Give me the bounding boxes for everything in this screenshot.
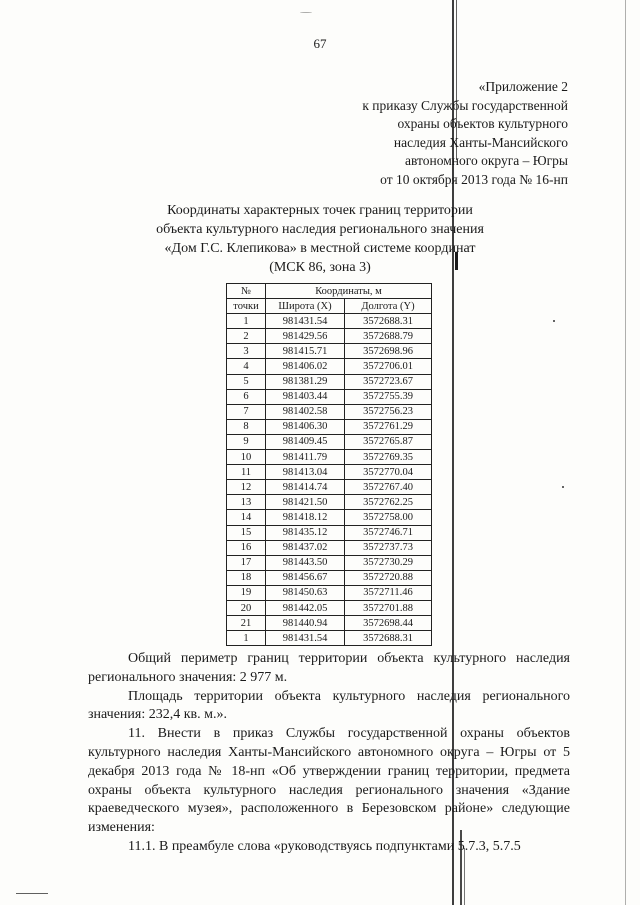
point-number-cell: 7 xyxy=(227,404,266,419)
latitude-cell: 981440.94 xyxy=(266,616,345,631)
longitude-cell: 3572711.46 xyxy=(345,585,432,600)
appendix-line: охраны объектов культурного xyxy=(397,116,568,132)
point-number-cell: 16 xyxy=(227,540,266,555)
title-line: объекта культурного наследия регионального значения xyxy=(156,222,484,237)
document-title xyxy=(0,201,640,277)
latitude-cell: 981406.02 xyxy=(266,359,345,374)
point-number-cell: 2 xyxy=(227,329,266,344)
latitude-cell: 981435.12 xyxy=(266,525,345,540)
latitude-cell: 981437.02 xyxy=(266,540,345,555)
longitude-cell: 3572698.44 xyxy=(345,616,432,631)
table-row xyxy=(227,419,432,434)
table-row xyxy=(227,314,432,329)
latitude-cell: 981443.50 xyxy=(266,555,345,570)
appendix-header xyxy=(268,78,568,190)
longitude-cell: 3572723.67 xyxy=(345,374,432,389)
page-number: 67 xyxy=(313,36,327,51)
point-number-cell: 5 xyxy=(227,374,266,389)
appendix-line: автономного округа – Югры xyxy=(405,153,568,169)
paragraph-perimeter: Общий периметр границ территории объекта культурного наследия регионального значения: 2 977 м. xyxy=(88,651,570,685)
latitude-cell: 981415.71 xyxy=(266,344,345,359)
longitude-cell: 3572756.23 xyxy=(345,404,432,419)
table-row xyxy=(227,404,432,419)
longitude-cell: 3572767.40 xyxy=(345,480,432,495)
appendix-line: от 10 октября 2013 года № 16-нп xyxy=(380,171,568,187)
latitude-cell: 981414.74 xyxy=(266,480,345,495)
title-line: Координаты характерных точек границ территории xyxy=(167,203,473,218)
coordinates-table-body xyxy=(227,314,432,646)
appendix-line: к приказу Службы государственной xyxy=(362,97,568,113)
latitude-cell: 981418.12 xyxy=(266,510,345,525)
point-number-cell: 14 xyxy=(227,510,266,525)
table-row xyxy=(227,631,432,646)
body-text xyxy=(88,650,570,857)
title-line: (МСК 86, зона 3) xyxy=(269,260,371,275)
table-row xyxy=(227,359,432,374)
point-number-cell: 19 xyxy=(227,585,266,600)
latitude-cell: 981442.05 xyxy=(266,600,345,615)
table-row xyxy=(227,465,432,480)
longitude-cell: 3572770.04 xyxy=(345,465,432,480)
point-number-cell: 6 xyxy=(227,389,266,404)
table-row xyxy=(227,525,432,540)
latitude-cell: 981409.45 xyxy=(266,434,345,449)
latitude-cell: 981456.67 xyxy=(266,570,345,585)
longitude-cell: 3572761.29 xyxy=(345,419,432,434)
coordinates-table xyxy=(226,283,432,646)
table-row xyxy=(227,570,432,585)
table-row xyxy=(227,555,432,570)
paragraph-area: Площадь территории объекта культурного наследия регионального значения: 232,4 кв. м.». xyxy=(88,688,570,723)
longitude-cell: 3572762.25 xyxy=(345,495,432,510)
longitude-cell: 3572730.29 xyxy=(345,555,432,570)
longitude-cell: 3572701.88 xyxy=(345,600,432,615)
point-number-cell: 18 xyxy=(227,570,266,585)
table-row xyxy=(227,585,432,600)
point-number-cell: 1 xyxy=(227,631,266,646)
longitude-cell: 3572688.31 xyxy=(345,314,432,329)
table-row xyxy=(227,389,432,404)
longitude-cell: 3572706.01 xyxy=(345,359,432,374)
table-row xyxy=(227,540,432,555)
point-number-cell: 20 xyxy=(227,600,266,615)
paragraph-item-11: 11. Внести в приказ Службы государственной охраны объектов культурного наследия Ханты-Мансийского автономного округа – Югры от 5 декабря 2013 года № 18-нп «Об утверждении границ территории, предмета охраны объекта культурного наследия регионального значения «Здание краеведческого музея», расположенного в Березовском районе» следующие изменения: xyxy=(88,726,570,836)
header-latitude: Широта (Х) xyxy=(266,299,345,314)
appendix-line: наследия Ханты-Мансийского xyxy=(393,134,568,150)
table-row xyxy=(227,510,432,525)
scan-speck xyxy=(300,12,312,13)
point-number-cell: 15 xyxy=(227,525,266,540)
header-point-sub: точки xyxy=(227,299,266,314)
table-row xyxy=(227,374,432,389)
longitude-cell: 3572688.79 xyxy=(345,329,432,344)
header-coordinates: Координаты, м xyxy=(266,284,432,299)
longitude-cell: 3572765.87 xyxy=(345,434,432,449)
point-number-cell: 1 xyxy=(227,314,266,329)
longitude-cell: 3572755.39 xyxy=(345,389,432,404)
point-number-cell: 8 xyxy=(227,419,266,434)
point-number-cell: 9 xyxy=(227,434,266,449)
latitude-cell: 981431.54 xyxy=(266,631,345,646)
point-number-cell: 17 xyxy=(227,555,266,570)
table-row xyxy=(227,495,432,510)
table-row xyxy=(227,329,432,344)
longitude-cell: 3572769.35 xyxy=(345,450,432,465)
latitude-cell: 981406.30 xyxy=(266,419,345,434)
latitude-cell: 981431.54 xyxy=(266,314,345,329)
longitude-cell: 3572698.96 xyxy=(345,344,432,359)
latitude-cell: 981403.44 xyxy=(266,389,345,404)
scan-artifact-bottom-line xyxy=(16,893,48,894)
latitude-cell: 981450.63 xyxy=(266,585,345,600)
table-row xyxy=(227,450,432,465)
longitude-cell: 3572737.73 xyxy=(345,540,432,555)
point-number-cell: 11 xyxy=(227,465,266,480)
latitude-cell: 981421.50 xyxy=(266,495,345,510)
table-row xyxy=(227,434,432,449)
scan-artifact-edge-line xyxy=(625,0,626,905)
point-number-cell: 3 xyxy=(227,344,266,359)
scan-speck xyxy=(562,486,564,488)
latitude-cell: 981402.58 xyxy=(266,404,345,419)
table-row xyxy=(227,600,432,615)
point-number-cell: 12 xyxy=(227,480,266,495)
scan-speck xyxy=(553,320,555,322)
paragraph-item-11-1: 11.1. В преамбуле слова «руководствуясь подпунктами 5.7.3, 5.7.5 xyxy=(128,838,521,854)
point-number-cell: 4 xyxy=(227,359,266,374)
header-longitude: Долгота (Y) xyxy=(345,299,432,314)
latitude-cell: 981411.79 xyxy=(266,450,345,465)
latitude-cell: 981381.29 xyxy=(266,374,345,389)
header-point-number: № xyxy=(227,284,266,299)
longitude-cell: 3572688.31 xyxy=(345,631,432,646)
point-number-cell: 10 xyxy=(227,450,266,465)
table-row xyxy=(227,616,432,631)
appendix-line: «Приложение 2 xyxy=(478,79,568,94)
table-row xyxy=(227,344,432,359)
point-number-cell: 21 xyxy=(227,616,266,631)
table-row xyxy=(227,480,432,495)
longitude-cell: 3572758.00 xyxy=(345,510,432,525)
point-number-cell: 13 xyxy=(227,495,266,510)
title-line: «Дом Г.С. Клепикова» в местной системе координат xyxy=(164,241,476,256)
longitude-cell: 3572720.88 xyxy=(345,570,432,585)
latitude-cell: 981413.04 xyxy=(266,465,345,480)
latitude-cell: 981429.56 xyxy=(266,329,345,344)
longitude-cell: 3572746.71 xyxy=(345,525,432,540)
